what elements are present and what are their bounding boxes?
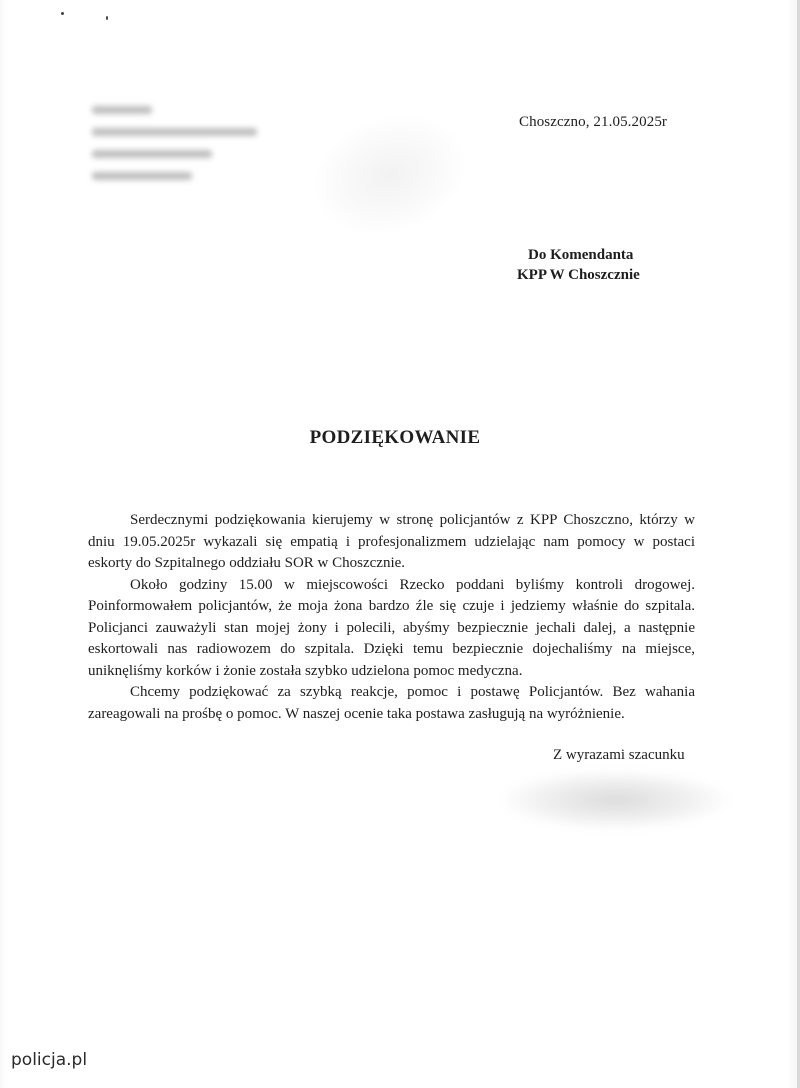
scan-speck bbox=[61, 12, 64, 15]
site-watermark: policja.pl bbox=[8, 1050, 90, 1070]
addressee-line: KPP W Choszcznie bbox=[517, 267, 640, 283]
closing-salutation: Z wyrazami szacunku bbox=[553, 747, 685, 763]
letter-body bbox=[88, 510, 695, 725]
letter-title: PODZIĘKOWANIE bbox=[309, 427, 481, 448]
body-paragraph: Chcemy podziękować za szybką reakcje, pomoc i postawę Policjantów. Bez wahania zareagowali na prośbę o pomoc. W naszej ocenie taka postawa zasługują na wyróżnienie. bbox=[88, 684, 695, 722]
redacted-sender-address bbox=[92, 106, 272, 186]
scan-speck bbox=[106, 16, 108, 20]
body-paragraph: Około godziny 15.00 w miejscowości Rzecko poddani byliśmy kontroli drogowej. Poinformowałem policjantów, że moja żona bardzo źle się czuje i jedziemy właśnie do szpitala. Policjanci zauważyli stan mojej żony i polecili, abyśmy bezpiecznie jechali dalej, a następnie eskortowali nas radiowozem do szpitala. Dzięki temu bezpiecznie dojechaliśmy na miejsce, uniknęliśmy korków i żonie została szybko udzielona pomoc medyczna. bbox=[88, 576, 695, 679]
letter-date: Choszczno, 21.05.2025r bbox=[519, 114, 668, 130]
redacted-stamp bbox=[302, 100, 479, 251]
addressee-block bbox=[517, 245, 640, 285]
body-paragraph: Serdecznymi podziękowania kierujemy w stronę policjantów z KPP Choszczno, którzy w dniu 19.05.2025r wykazali się empatią i profesjonalizmem udzielając nam pomocy w postaci eskorty do Szpitalnego oddziału SOR w Choszcznie. bbox=[88, 512, 695, 571]
addressee-line: Do Komendanta bbox=[528, 247, 634, 263]
redacted-signature bbox=[500, 770, 730, 830]
